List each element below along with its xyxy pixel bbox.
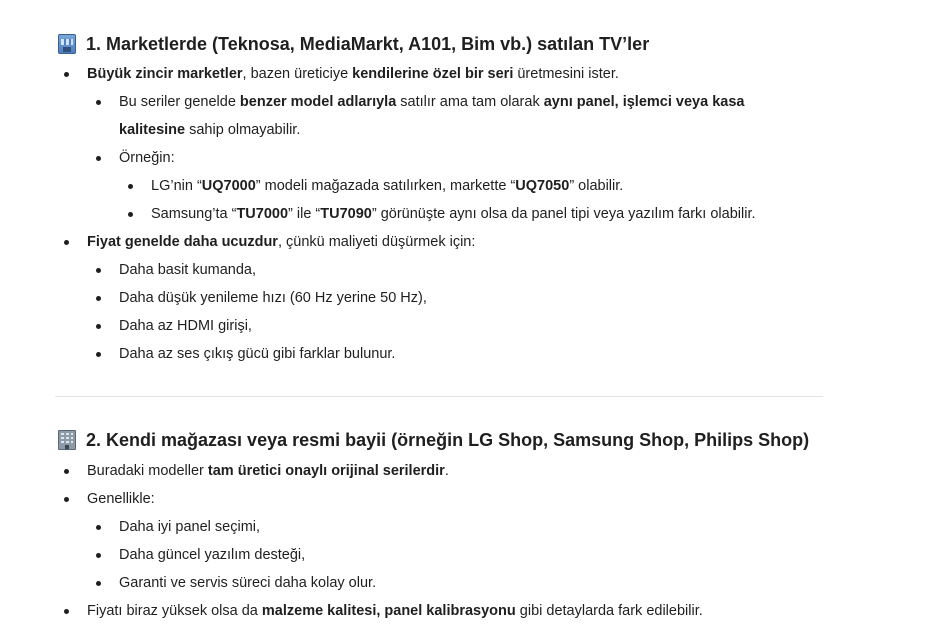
list-item <box>87 461 449 481</box>
text: Bu seriler genelde <box>119 94 240 110</box>
list-item <box>119 92 744 112</box>
section-1-heading <box>58 33 649 55</box>
list-item <box>87 232 475 252</box>
text: sahip olmayabilir. <box>185 122 301 138</box>
list-item: Daha basit kumanda, <box>119 262 257 278</box>
list-item <box>119 148 175 168</box>
bullet <box>64 497 69 502</box>
bullet <box>64 609 69 614</box>
list-item: Daha güncel yazılım desteği, <box>119 547 306 563</box>
list-item <box>151 176 623 196</box>
bold-text: UQ7050 <box>515 178 570 194</box>
section-2-heading <box>58 429 809 451</box>
building-icon <box>58 430 76 450</box>
list-item <box>87 601 703 621</box>
text: ” modeli mağazada satılırken, markette “ <box>255 178 516 194</box>
bullet <box>96 525 101 530</box>
text: Örneğin: <box>119 150 175 166</box>
text: ” olabilir. <box>569 178 624 194</box>
text: üretmesini ister. <box>513 66 619 82</box>
text: . <box>444 463 449 479</box>
bullet <box>96 553 101 558</box>
text: Fiyatı biraz yüksek olsa da <box>87 603 262 619</box>
list-item-continuation <box>119 120 300 140</box>
list-item: Daha düşük yenileme hızı (60 Hz yerine 50 Hz), <box>119 290 427 306</box>
list-item <box>151 204 756 224</box>
bullet <box>96 100 101 105</box>
bold-text: kendilerine özel bir seri <box>352 66 514 82</box>
bold-text: malzeme kalitesi, panel kalibrasyonu <box>261 603 516 619</box>
bold-text: Büyük zincir marketler <box>87 66 243 82</box>
list-item: Daha az ses çıkış gücü gibi farklar bulunur. <box>119 346 396 362</box>
bullet <box>64 240 69 245</box>
bullet <box>96 296 101 301</box>
bullet <box>64 469 69 474</box>
bullet <box>96 352 101 357</box>
bullet <box>128 184 133 189</box>
bullet <box>96 324 101 329</box>
store-icon <box>58 34 76 54</box>
list-item: Daha az HDMI girişi, <box>119 318 252 334</box>
text: , çünkü maliyeti düşürmek için: <box>277 234 476 250</box>
list-item: Daha iyi panel seçimi, <box>119 519 261 535</box>
list-item: Genellikle: <box>87 491 155 507</box>
bold-text: TU7090 <box>320 206 372 222</box>
text: Samsung’ta “ <box>151 206 237 222</box>
divider <box>55 396 823 397</box>
section-1-title: 1. Marketlerde (Teknosa, MediaMarkt, A101, Bim vb.) satılan TV’ler <box>86 34 650 54</box>
bold-text: TU7000 <box>236 206 289 222</box>
bullet <box>128 212 133 217</box>
bold-text: benzer model adlarıyla <box>239 94 397 110</box>
text: gibi detaylarda fark edilebilir. <box>515 603 703 619</box>
bullet <box>96 581 101 586</box>
bold-text: tam üretici onaylı orijinal serilerdir <box>207 463 445 479</box>
list-item: Garanti ve servis süreci daha kolay olur. <box>119 575 377 591</box>
text: Buradaki modeller <box>87 463 208 479</box>
bold-text: UQ7000 <box>201 178 256 194</box>
list-item <box>87 64 619 84</box>
section-2-title: 2. Kendi mağazası veya resmi bayii (örneğin LG Shop, Samsung Shop, Philips Shop) <box>86 430 810 450</box>
bold-text: kalitesine <box>119 122 186 138</box>
text: satılır ama tam olarak <box>396 94 544 110</box>
bullet <box>96 156 101 161</box>
bullet <box>64 72 69 77</box>
bold-text: aynı panel, işlemci veya kasa <box>543 94 745 110</box>
text: , bazen üreticiye <box>242 66 353 82</box>
text: ” ile “ <box>288 206 321 222</box>
text: ” görünüşte aynı olsa da panel tipi veya yazılım farkı olabilir. <box>371 206 756 222</box>
bold-text: Fiyat genelde daha ucuzdur <box>87 234 278 250</box>
bullet <box>96 268 101 273</box>
text: LG’nin “ <box>151 178 202 194</box>
